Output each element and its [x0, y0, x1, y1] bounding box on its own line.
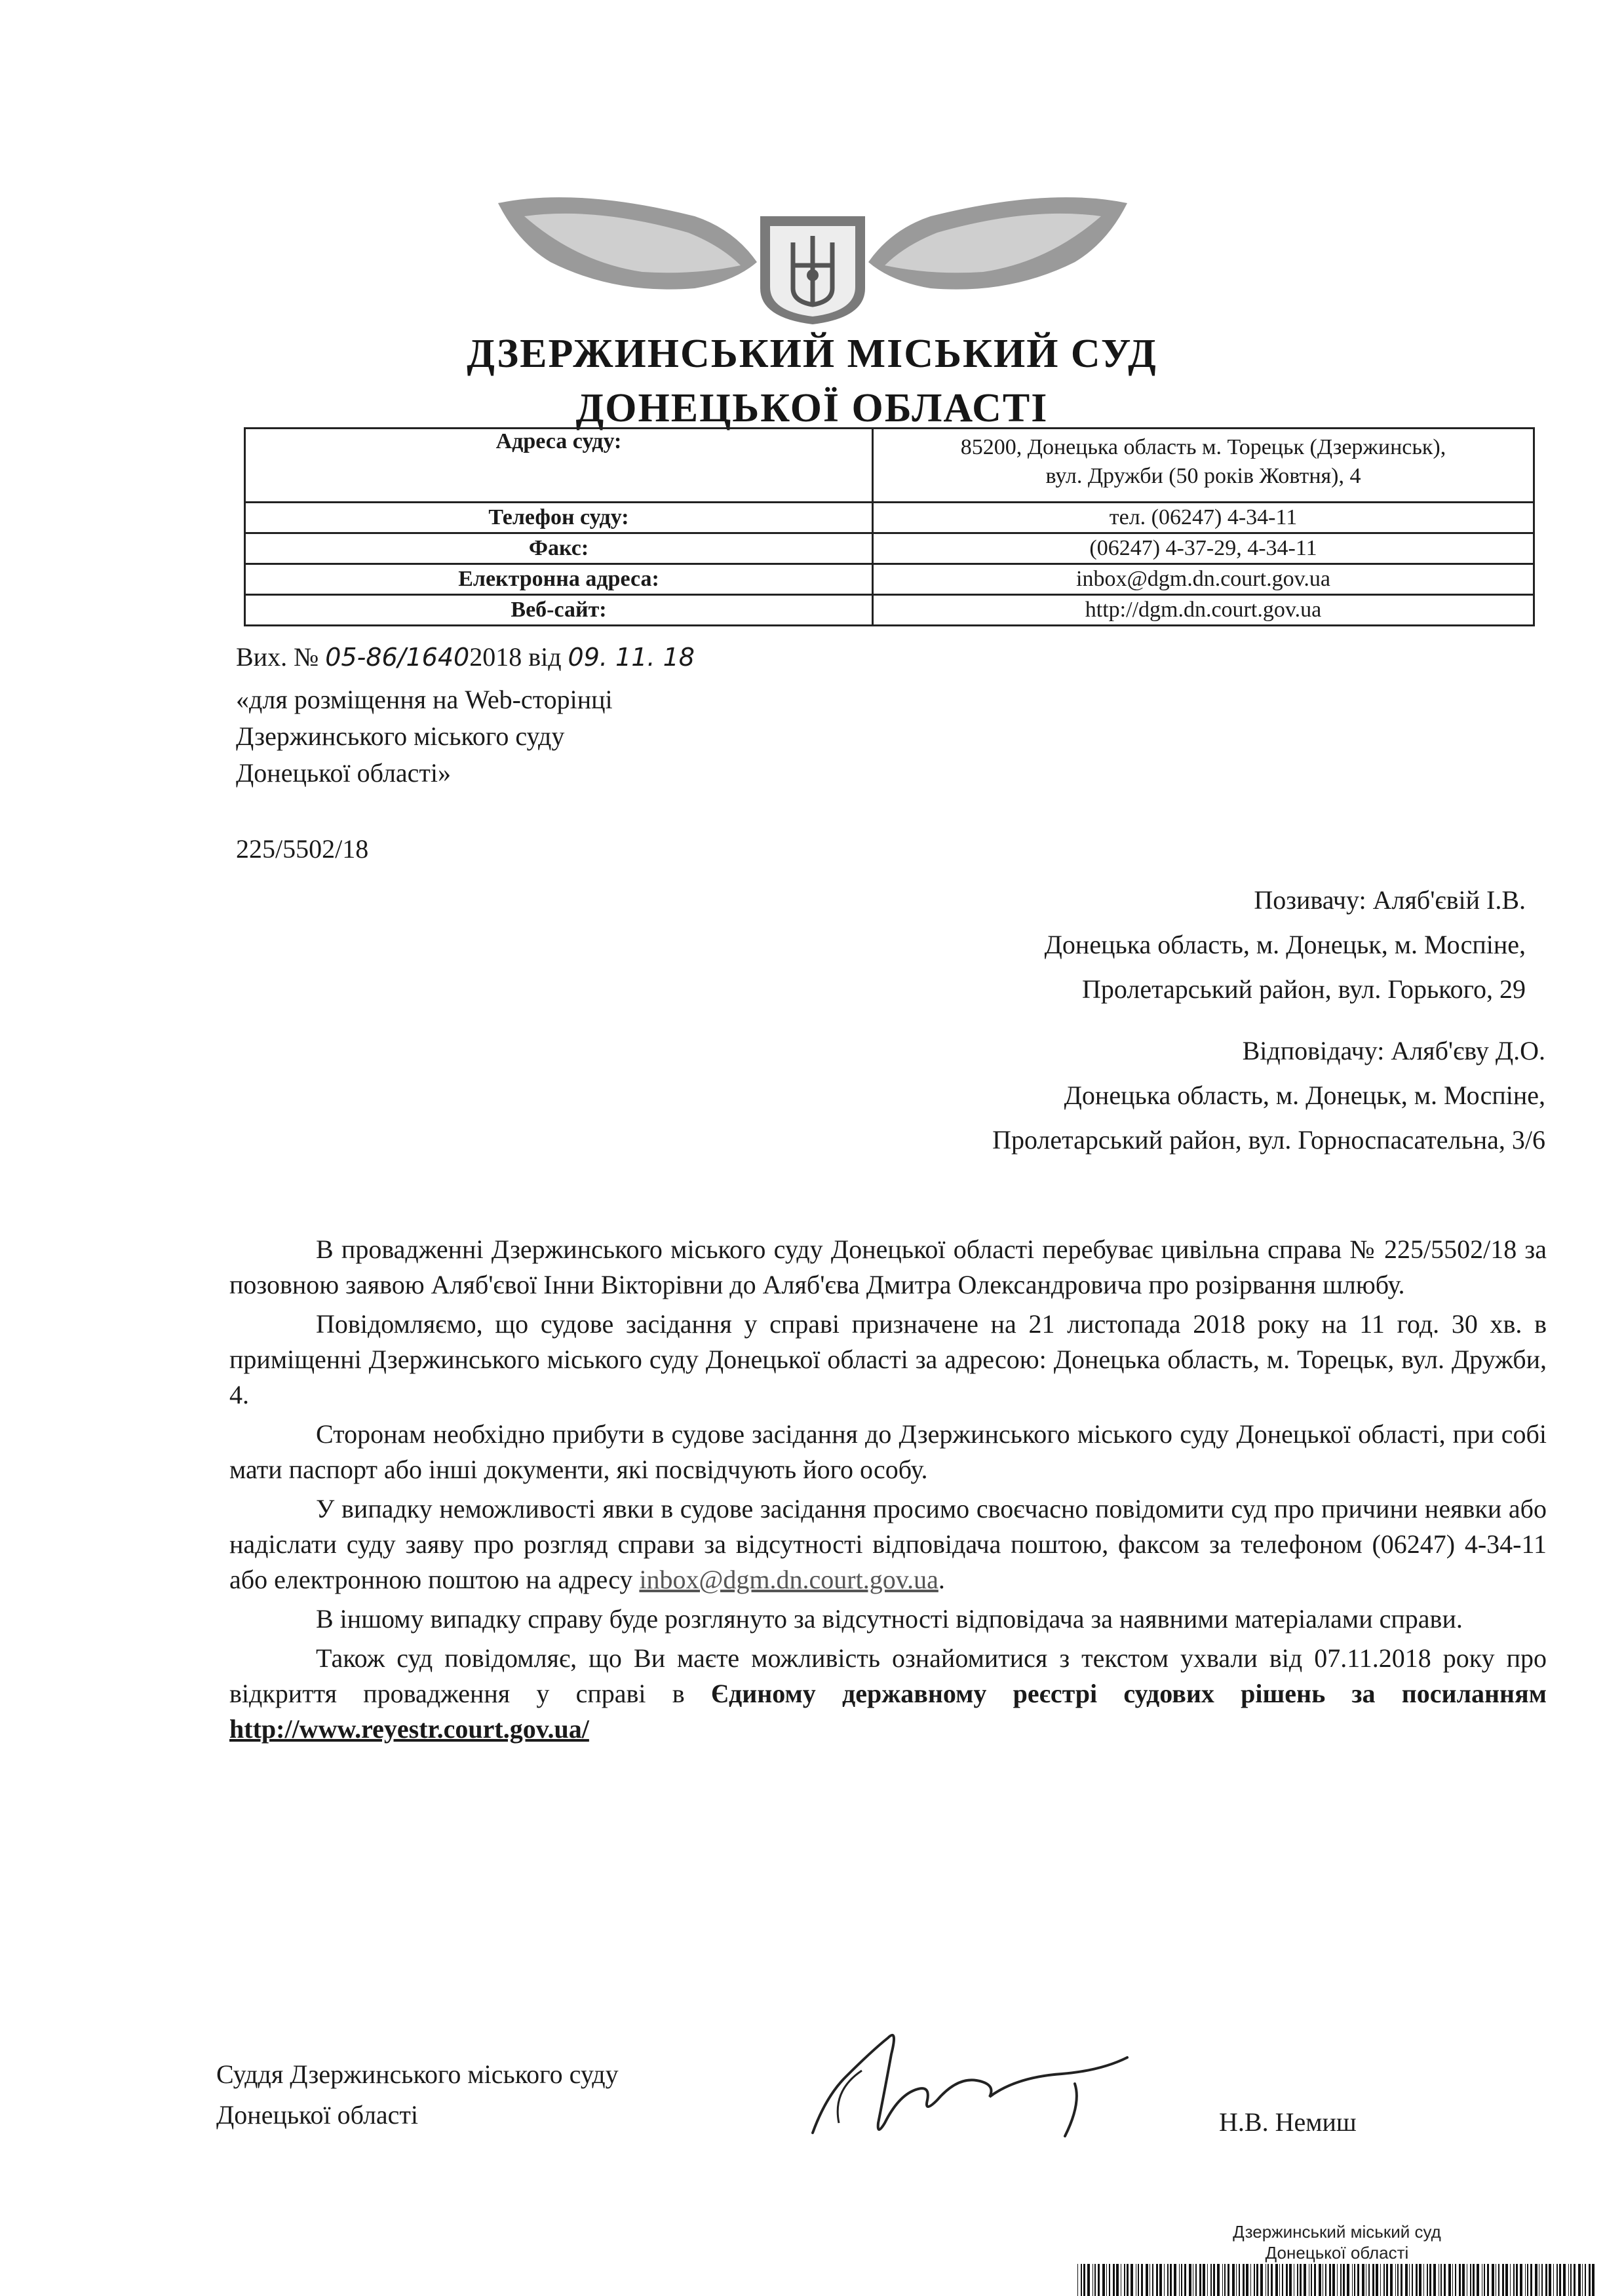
plaintiff-address-line1: Донецька область, м. Донецьк, м. Моспіне,	[1044, 930, 1526, 959]
court-name-line2: ДОНЕЦЬКОЇ ОБЛАСТІ	[575, 386, 1049, 430]
barcode-bar	[1423, 2264, 1424, 2296]
barcode-bar	[1236, 2264, 1237, 2296]
barcode-bar	[1217, 2264, 1220, 2296]
barcode-bar	[1337, 2264, 1338, 2296]
barcode-bar	[1210, 2264, 1212, 2296]
defendant-address-block	[497, 1029, 1545, 1162]
email-value: inbox@dgm.dn.court.gov.ua	[873, 564, 1534, 595]
barcode-bar	[1184, 2264, 1186, 2296]
barcode-bar	[1304, 2264, 1306, 2296]
barcode-bar	[1174, 2264, 1176, 2296]
judge-name: Н.В. Немиш	[1219, 2107, 1357, 2137]
barcode-bar	[1232, 2264, 1235, 2296]
barcode-bar	[1164, 2264, 1165, 2296]
barcode-bar	[1347, 2264, 1349, 2296]
defendant-name: Відповідачу: Аляб'єву Д.О.	[1242, 1036, 1545, 1065]
barcode-bar	[1352, 2264, 1353, 2296]
barcode-bar	[1520, 2264, 1522, 2296]
barcode-bar	[1545, 2264, 1547, 2296]
barcode-bar	[1440, 2264, 1442, 2296]
barcode-bar	[1455, 2264, 1456, 2296]
barcode-bar	[1354, 2264, 1355, 2296]
paragraph-hearing-date: Повідомляємо, що судове засідання у справі призначене на 21 листопада 2018 року на 11 год. 30 хв. в приміщенні Дзержинського міського суду Донецької області за адресою: Донецька область, м. Торецьк, вул. Дружби, 4.	[229, 1309, 1547, 1409]
stamp-line2: Донецької області	[1265, 2243, 1409, 2263]
barcode-bar	[1314, 2264, 1316, 2296]
barcode-bar	[1527, 2264, 1528, 2296]
barcode-bar	[1094, 2264, 1096, 2296]
barcode-bar	[1256, 2264, 1258, 2296]
barcode-bar	[1502, 2264, 1504, 2296]
barcode-bar	[1109, 2264, 1110, 2296]
barcode-bar	[1516, 2264, 1518, 2296]
barcode-bar	[1228, 2264, 1229, 2296]
barcode-bar	[1239, 2264, 1240, 2296]
barcode-bar	[1409, 2264, 1410, 2296]
table-row	[245, 533, 1534, 564]
barcode-bar	[1416, 2264, 1418, 2296]
barcode-bar	[1181, 2264, 1182, 2296]
barcode-bar	[1357, 2264, 1359, 2296]
barcode-bar	[1386, 2264, 1388, 2296]
barcode-bar	[1578, 2264, 1581, 2296]
barcode-bar	[1138, 2264, 1139, 2296]
table-row	[245, 595, 1534, 626]
barcode-bar	[1098, 2264, 1100, 2296]
barcode-bar	[1213, 2264, 1215, 2296]
barcode-bar	[1585, 2264, 1586, 2296]
barcode-bar	[1300, 2264, 1302, 2296]
barcode-bar	[1427, 2264, 1428, 2296]
court-email-link[interactable]: inbox@dgm.dn.court.gov.ua	[639, 1565, 938, 1594]
judge-title	[216, 2054, 806, 2135]
case-number: 225/5502/18	[236, 834, 369, 864]
barcode-bar	[1574, 2264, 1576, 2296]
barcode-bar	[1362, 2264, 1364, 2296]
address-line2: вул. Дружби (50 років Жовтня), 4	[1045, 464, 1361, 488]
court-name-line1: ДЗЕРЖИНСЬКИЙ МІСЬКИЙ СУД	[467, 332, 1157, 376]
barcode-bar	[1167, 2264, 1169, 2296]
barcode-bar	[1510, 2264, 1511, 2296]
barcode-bar	[1297, 2264, 1298, 2296]
barcode-bar	[1146, 2264, 1148, 2296]
barcode-bar	[1083, 2264, 1085, 2296]
barcode-bar	[1433, 2264, 1436, 2296]
publish-note	[236, 681, 891, 792]
paragraph-registry	[229, 1641, 1547, 1747]
barcode-bar	[1525, 2264, 1526, 2296]
barcode-bar	[1179, 2264, 1180, 2296]
registration-stamp	[1114, 2221, 1560, 2263]
barcode-bar	[1077, 2264, 1078, 2296]
barcode-bar	[1429, 2264, 1431, 2296]
barcode-bar	[1372, 2264, 1374, 2296]
barcode-bar	[1498, 2264, 1499, 2296]
barcode-bar	[1395, 2264, 1396, 2296]
barcode-bar	[1559, 2264, 1561, 2296]
barcode-bar	[1397, 2264, 1399, 2296]
email-label: Електронна адреса:	[245, 564, 873, 595]
registry-bold-text: Єдиному державному реєстрі судових рішень за посиланням	[710, 1679, 1547, 1708]
barcode-bar	[1246, 2264, 1248, 2296]
reference-year: 2018 від	[469, 642, 562, 672]
plaintiff-address-block	[477, 878, 1526, 1012]
website-value: http://dgm.dn.court.gov.ua	[873, 595, 1534, 626]
absence-text: У випадку неможливості явки в судове засідання просимо своєчасно повідомити суд про причини неявки або надіслати суду заяву про розгляд справи за відсутності відповідача поштою, факсом за телефоном (06247) 4-34-11 або електронною поштою на адресу	[229, 1494, 1547, 1594]
barcode-bar	[1484, 2264, 1485, 2296]
barcode-bar	[1401, 2264, 1402, 2296]
court-contacts-table	[244, 427, 1535, 626]
table-row	[245, 429, 1534, 503]
barcode-bar	[1124, 2264, 1125, 2296]
barcode-bar	[1487, 2264, 1489, 2296]
judge-title-line2: Донецької області	[216, 2100, 419, 2130]
table-row	[245, 564, 1534, 595]
barcode-bar	[1199, 2264, 1201, 2296]
barcode-bar	[1087, 2264, 1090, 2296]
stamp-line1: Дзержинський міський суд	[1233, 2222, 1441, 2242]
barcode-bar	[1156, 2264, 1158, 2296]
barcode-bar	[1275, 2264, 1278, 2296]
barcode-bar	[1250, 2264, 1251, 2296]
barcode-bar	[1592, 2264, 1595, 2296]
barcode-bar	[1541, 2264, 1543, 2296]
barcode-bar	[1553, 2264, 1554, 2296]
barcode-bar	[1477, 2264, 1479, 2296]
barcode-bar	[1141, 2264, 1143, 2296]
reference-prefix: Вих. №	[236, 642, 319, 672]
barcode-bar	[1289, 2264, 1292, 2296]
barcode-bar	[1444, 2264, 1446, 2296]
barcode-bar	[1513, 2264, 1515, 2296]
barcode-bar	[1267, 2264, 1269, 2296]
barcode-bar	[1383, 2264, 1385, 2296]
barcode-bar	[1113, 2264, 1115, 2296]
barcode-bar	[1582, 2264, 1583, 2296]
plaintiff-address-line2: Пролетарський район, вул. Горького, 29	[1082, 974, 1526, 1004]
reference-date: 09. 11. 18	[568, 643, 695, 672]
barcode-bar	[1332, 2264, 1335, 2296]
barcode-bar	[1271, 2264, 1273, 2296]
paragraph-otherwise: В іншому випадку справу буде розглянуто за відсутності відповідача за наявними матеріалами справи.	[316, 1604, 1463, 1634]
barcode-bar	[1286, 2264, 1288, 2296]
barcode-bar	[1459, 2264, 1461, 2296]
publish-note-line1: «для розміщення на Web-сторінці	[236, 685, 613, 714]
barcode-bar	[1203, 2264, 1205, 2296]
judge-title-line1: Суддя Дзержинського міського суду	[216, 2059, 619, 2089]
barcode-bar	[1462, 2264, 1465, 2296]
barcode-bar	[1106, 2264, 1107, 2296]
barcode-bar	[1102, 2264, 1105, 2296]
barcode-bar	[1549, 2264, 1551, 2296]
paragraph-documents: Сторонам необхідно прибути в судове засідання до Дзержинського міського суду Донецької області, при собі мати паспорт або інші документи, які посвідчують його особу.	[229, 1419, 1547, 1484]
barcode-bar	[1405, 2264, 1408, 2296]
barcode-bar	[1254, 2264, 1255, 2296]
defendant-address-line2: Пролетарський район, вул. Горноспасательна, 3/6	[992, 1125, 1545, 1155]
barcode-bar	[1492, 2264, 1494, 2296]
barcode-bar	[1556, 2264, 1558, 2296]
outgoing-reference	[236, 639, 695, 676]
phone-value: тел. (06247) 4-34-11	[873, 503, 1534, 533]
barcode-bar	[1589, 2264, 1591, 2296]
barcode-bar	[1390, 2264, 1393, 2296]
defendant-address-line1: Донецька область, м. Донецьк, м. Моспіне,	[1064, 1081, 1545, 1110]
address-value	[873, 429, 1534, 503]
barcode-bar	[1207, 2264, 1208, 2296]
barcode-bar	[1530, 2264, 1532, 2296]
phone-label: Телефон суду:	[245, 503, 873, 533]
barcode-bar	[1189, 2264, 1191, 2296]
barcode-bar	[1131, 2264, 1133, 2296]
barcode-bar	[1340, 2264, 1342, 2296]
barcode-bar	[1170, 2264, 1172, 2296]
court-emblem-icon	[498, 190, 1127, 328]
barcode-bar	[1448, 2264, 1451, 2296]
registry-link[interactable]: http://www.reyestr.court.gov.ua/	[229, 1714, 589, 1744]
barcode-bar	[1570, 2264, 1572, 2296]
barcode-bar	[1329, 2264, 1331, 2296]
barcode-bar	[1282, 2264, 1283, 2296]
reference-number: 05-86/1640	[325, 643, 470, 672]
barcode-bar	[1368, 2264, 1370, 2296]
barcode-bar	[1473, 2264, 1475, 2296]
barcode-bar	[1222, 2264, 1223, 2296]
barcode-icon	[1075, 2264, 1599, 2296]
barcode-bar	[1343, 2264, 1345, 2296]
barcode-bar	[1092, 2264, 1093, 2296]
address-label: Адреса суду:	[245, 429, 873, 503]
barcode-bar	[1535, 2264, 1537, 2296]
fax-value: (06247) 4-37-29, 4-34-11	[873, 533, 1534, 564]
barcode-bar	[1224, 2264, 1226, 2296]
paragraph-absence	[229, 1491, 1547, 1598]
barcode-bar	[1159, 2264, 1162, 2296]
barcode-bar	[1470, 2264, 1471, 2296]
barcode-bar	[1260, 2264, 1263, 2296]
barcode-bar	[1279, 2264, 1280, 2296]
barcode-bar	[1116, 2264, 1119, 2296]
barcode-bar	[1568, 2264, 1569, 2296]
notice-body	[229, 1232, 1547, 1751]
barcode-bar	[1380, 2264, 1381, 2296]
handwritten-signature-icon	[800, 1992, 1140, 2143]
barcode-bar	[1325, 2264, 1326, 2296]
barcode-bar	[1452, 2264, 1453, 2296]
barcode-bar	[1081, 2264, 1082, 2296]
absence-text-end: .	[938, 1565, 945, 1594]
barcode-bar	[1563, 2264, 1566, 2296]
barcode-bar	[1419, 2264, 1421, 2296]
barcode-bar	[1127, 2264, 1129, 2296]
barcode-bar	[1243, 2264, 1245, 2296]
fax-label: Факс:	[245, 533, 873, 564]
plaintiff-name: Позивачу: Аляб'євій І.В.	[1254, 885, 1526, 915]
barcode-bar	[1152, 2264, 1153, 2296]
barcode-bar	[1412, 2264, 1413, 2296]
website-label: Веб-сайт:	[245, 595, 873, 626]
publish-note-line3: Донецької області»	[236, 758, 452, 788]
barcode-bar	[1319, 2264, 1321, 2296]
barcode-bar	[1311, 2264, 1312, 2296]
publish-note-line2: Дзержинського міського суду	[236, 721, 565, 751]
address-line1: 85200, Донецька область м. Торецьк (Дзержинськ),	[960, 435, 1446, 459]
registry-text: Також суд повідомляє, що Ви маєте можливість ознайомитися з текстом ухвали від 07.11.2018 року про відкриття провадження у справі в	[229, 1643, 1547, 1708]
barcode-bar	[1505, 2264, 1508, 2296]
barcode-bar	[1195, 2264, 1197, 2296]
barcode-bar	[1376, 2264, 1378, 2296]
paragraph-case-info: В провадженні Дзержинського міського суду Донецької області перебуває цивільна справа № 225/5502/18 за позовною заявою Аляб'євої Інни Вікторівни до Аляб'єва Дмитра Олександровича про розірвання шлюбу.	[229, 1234, 1547, 1299]
table-row	[245, 503, 1534, 533]
